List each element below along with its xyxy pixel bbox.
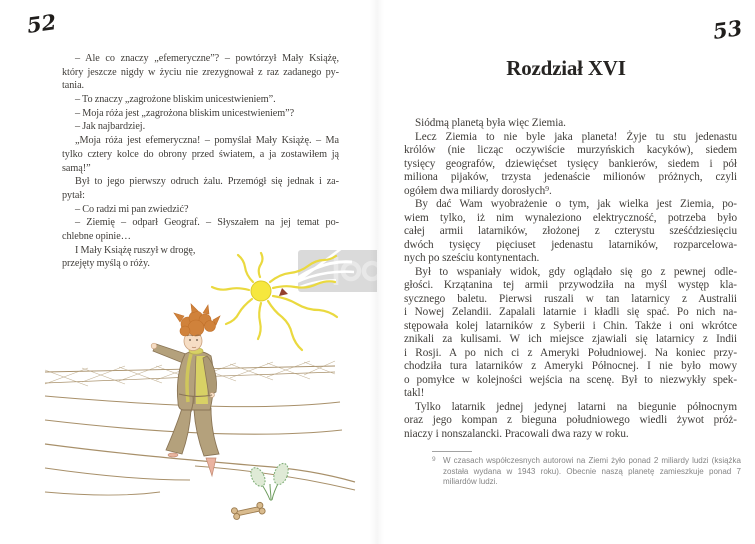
text-line: nych po sześciu kontynentach. bbox=[404, 252, 540, 264]
text-line: i Rosji. A po nich ci z Ameryki Południowej. Na koniec przy- bbox=[404, 346, 737, 359]
footnote-rule bbox=[432, 451, 472, 452]
chapter-heading: Rozdział XVI bbox=[506, 56, 626, 80]
text-line: pytał: bbox=[62, 189, 85, 201]
text-line: tylko cztery kolce do obrony przed światem, a ja zostawiłem ją bbox=[62, 148, 339, 160]
text-line: miliardów ludzi. bbox=[443, 477, 498, 486]
little-prince-figure bbox=[151, 304, 220, 476]
text-line: znikali za kulisami. W ich miejsce zjawiali się latarnicy z Indii bbox=[404, 333, 737, 345]
paragraph bbox=[62, 175, 339, 202]
text-line: – Moja róża jest „zagrożona bliskim unicestwieniem”? bbox=[75, 107, 295, 119]
plant-illustration bbox=[248, 461, 291, 501]
text-line: miliona pijaków, trzysta jedenaście milionów próżnych, czyli bbox=[404, 171, 737, 183]
text-line: – Jak najbardziej. bbox=[75, 121, 146, 133]
text-line: Lecz Ziemia to nie byle jaka planeta! Żyje tu stu jedenastu bbox=[415, 130, 737, 143]
text-line: – Ale co znaczy „efemeryczne”? – powtórzył Mały Książę, bbox=[75, 53, 339, 64]
left-page-text bbox=[62, 52, 339, 271]
paragraph bbox=[62, 107, 339, 121]
paragraph bbox=[62, 203, 339, 217]
text-line: stępowała kolej latarników z Syberii i Chin. Także i oni wkrótce bbox=[404, 319, 737, 332]
text-line: całej armii latarników, złożonej z czterystu sześćdziesięciu bbox=[404, 225, 737, 237]
illustration-little-prince bbox=[20, 244, 400, 544]
footnote-marker: 9 bbox=[432, 456, 436, 463]
paragraph bbox=[62, 216, 339, 243]
page-number-right: 53 bbox=[711, 15, 744, 44]
text-line: Tylko latarnik jednej jedynej latarni na biegunie północnym bbox=[415, 400, 737, 413]
text-line: – Co radzi mi pan zwiedzić? bbox=[75, 203, 189, 215]
text-line: została wydana w 1943 roku). Obecnie naszą planetę zamieszkuje ponad 7 bbox=[443, 466, 741, 476]
text-line: wiem tylko, iż nim wynaleziono elektryczność, potrzeba było bbox=[404, 211, 737, 224]
text-line: tysięcy geografów, dziewięćset tysięcy bankierów, siedem i pół bbox=[404, 157, 737, 170]
text-line: – Ziemię – odparł Geograf. – Słyszałem na jej temat po- bbox=[75, 217, 339, 229]
text-line: W czasach współczesnych autorowi na Ziemi żyło ponad 2 miliardy ludzi (książka bbox=[443, 456, 741, 465]
text-line: Był to jego pierwszy odruch żalu. Przemógł się jednak i za- bbox=[75, 176, 339, 188]
text-line: chlebne opinie… bbox=[62, 230, 131, 242]
left-page bbox=[0, 0, 377, 544]
paragraph bbox=[62, 120, 339, 134]
text-line: oraz jego kompan z bieguna południowego wiedli żywot próż- bbox=[404, 414, 737, 426]
paragraph bbox=[404, 131, 737, 199]
paragraph bbox=[404, 266, 737, 401]
text-line: sycznego baletu. Pierwsi ruszali w tan latarnicy z Australii bbox=[404, 292, 737, 305]
text-line: niaczy i nonszalancki. Pracowali dwa razy w roku. bbox=[404, 427, 629, 440]
text-line: By dać Wam wyobrażenie o tym, jak wielka jest Ziemia, po- bbox=[415, 198, 737, 210]
text-line: który jeszcze nigdy w życiu nie zrezygnował z raz zadanego py- bbox=[62, 66, 339, 78]
text-line: królów (nie licząc oczywiście murzyńskich kacyków), siedem bbox=[404, 144, 737, 156]
text-line: – To znaczy „zagrożone bliskim unicestwieniem”. bbox=[75, 94, 276, 106]
right-page-text bbox=[404, 117, 737, 441]
paragraph bbox=[404, 117, 737, 131]
text-line: takl! bbox=[404, 387, 425, 399]
footnote-text bbox=[443, 456, 741, 488]
page-number-left: 52 bbox=[25, 9, 58, 38]
paragraph bbox=[404, 198, 737, 266]
text-line: chodziła tura latarników z Ameryki Północnej. I nie było mowy bbox=[404, 360, 737, 372]
text-line: dwóch tysięcy pięciuset jedenastu latarników, rozparcelowa- bbox=[404, 238, 737, 251]
right-page bbox=[377, 0, 755, 544]
text-line: ogółem dwa miliardy dorosłych⁹. bbox=[404, 184, 552, 197]
text-line: „Moja róża jest efemeryczna! – pomyślał Mały Książę. – Ma bbox=[75, 135, 339, 147]
text-line: samą!” bbox=[62, 162, 91, 174]
bone-illustration bbox=[231, 502, 266, 521]
text-line: Był to wspaniały widok, gdy oglądało się go z pewnej odle- bbox=[415, 265, 737, 278]
paragraph bbox=[404, 401, 737, 442]
footnote bbox=[432, 451, 741, 488]
text-line: i Nowej Zelandii. Zapalali latarnie i kładli się spać. Po nich na- bbox=[404, 306, 737, 318]
text-line: o pomyłce w kolejności wejścia na scenę. Był to niezwykły spek- bbox=[404, 373, 737, 386]
text-line: tania. bbox=[62, 80, 85, 92]
paragraph bbox=[62, 93, 339, 107]
paragraph bbox=[443, 456, 741, 488]
paragraph bbox=[62, 134, 339, 175]
text-line: głości. Krzątanina tej armii przywodziła na myśl występ kla- bbox=[404, 279, 737, 291]
text-line: przejęty myślą o róży. bbox=[62, 258, 150, 270]
text-line: I Mały Książę ruszył w drogę, bbox=[75, 244, 196, 256]
text-line: Siódmą planetą była więc Ziemia. bbox=[415, 117, 566, 129]
paragraph bbox=[62, 52, 339, 93]
